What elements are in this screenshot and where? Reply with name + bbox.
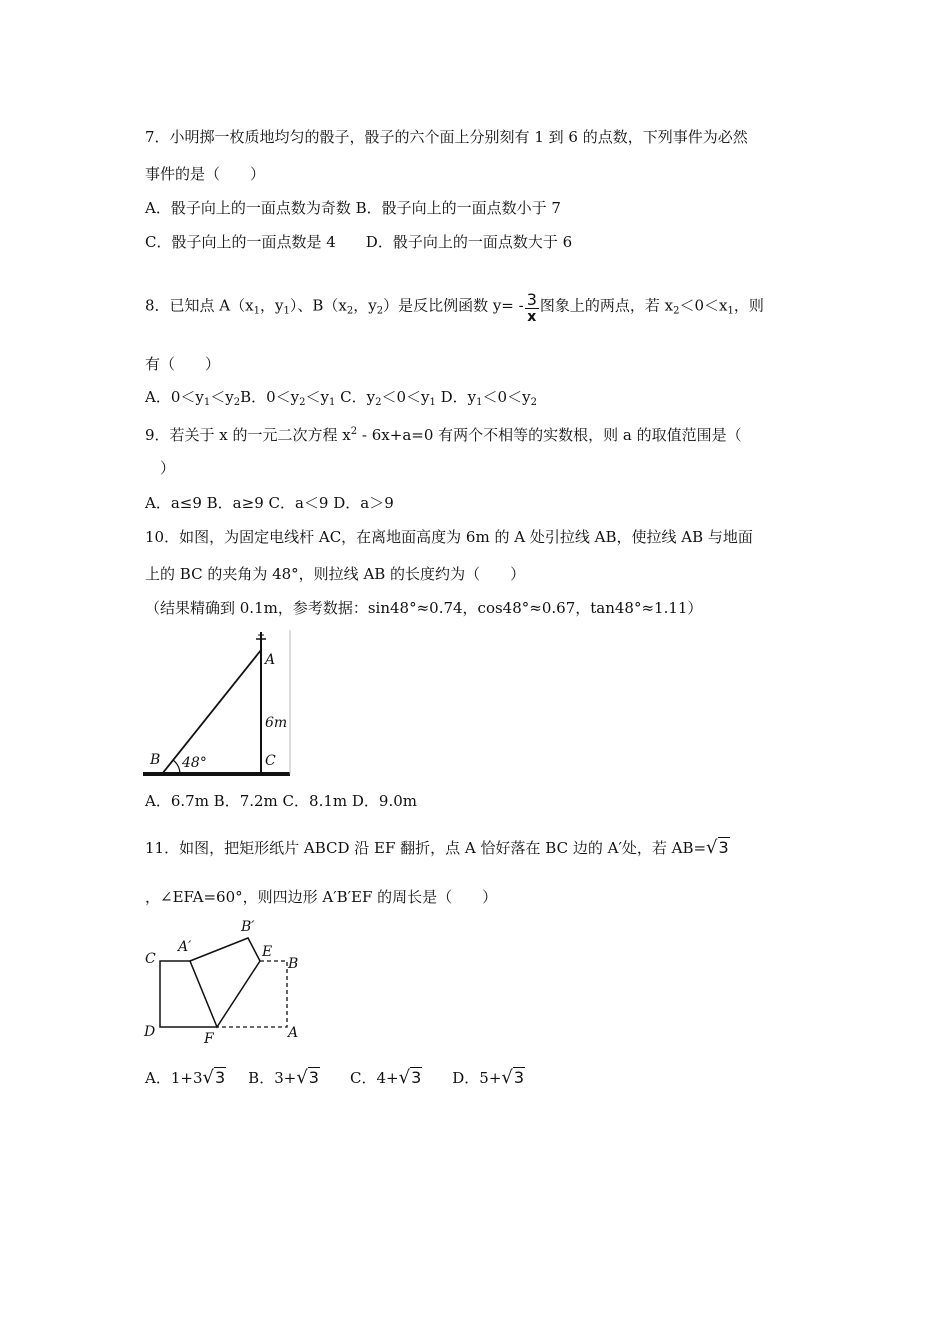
q11-option-b: B．3+√3	[248, 1067, 319, 1088]
label-a: A	[288, 1025, 299, 1041]
q11-option-d: D．5+√3	[452, 1067, 525, 1088]
sqrt-3: √3	[706, 837, 729, 858]
folded-quad	[190, 938, 260, 1027]
angle-arc	[173, 760, 180, 774]
label-d: D	[144, 1024, 156, 1040]
q8-stem-line2: 有（ ）	[145, 355, 221, 373]
q10-stem-line1: 10．如图，为固定电线杆 AC，在离地面高度为 6m 的 A 处引拉线 AB，使拉线 AB 与地面	[145, 528, 753, 546]
label-angle: 48°	[182, 755, 207, 771]
q9-options: A．a≤9 B．a≥9 C．a＜9 D．a＞9	[145, 494, 394, 512]
label-height: 6m	[265, 715, 288, 731]
q10-figure	[140, 628, 300, 780]
q10-note: （结果精确到 0.1m，参考数据：sin48°≈0.74，cos48°≈0.67，tan48°≈1.11）	[145, 599, 703, 617]
label-b1: B′	[241, 919, 255, 935]
q8-stem-line1: 8．已知点 $A(x_1$，$y_1$）、$B(x_2$，$y_2$）是反比例函数 y= - $\frac{3}{x}$ 图象上的两点，若 $x_2<0<x_1$，则	[145, 290, 764, 325]
q7-option-d: D．骰子向上的一面点数大于 6	[365, 233, 573, 251]
q7-options-cd	[145, 232, 572, 252]
q9-stem-line2: ）	[160, 459, 176, 477]
rect-left-part	[160, 961, 217, 1027]
sqrt-3: √3	[501, 1067, 525, 1088]
label-b: B	[288, 956, 299, 972]
q10-stem-line2: 上的 BC 的夹角为 48°，则拉线 AB 的长度约为（ ）	[145, 565, 526, 583]
q11-option-a: A．1+3√3	[145, 1067, 226, 1088]
q11-stem-line1: 11．如图，把矩形纸片 ABCD 沿 EF 翻折，点 A 恰好落在 BC 边的 A′处，若 AB=√3	[145, 837, 729, 858]
q8-fraction: $\frac{3}{x}$	[526, 290, 537, 325]
q7-stem-line2: 事件的是（ ）	[145, 165, 266, 183]
q11-figure	[140, 910, 310, 1050]
sqrt-3: √3	[296, 1067, 319, 1088]
q7-stem-line1: 7．小明掷一枚质地均匀的骰子，骰子的六个面上分别刻有 1 到 6 的点数，下列事件为必然	[145, 128, 748, 146]
q8-options: A．$0<y_1<y_2B$．$0<y_2<y_1$ C．$y_2<0<y_1$ D．$y_1<0<y_2$	[145, 388, 537, 408]
wire-ab	[162, 650, 261, 774]
label-c: C	[145, 951, 156, 967]
label-e: E	[262, 944, 273, 960]
q11-option-c: C．4+√3	[349, 1067, 422, 1088]
sqrt-3: √3	[398, 1067, 422, 1088]
label-b: B	[150, 752, 161, 768]
q10-options: A．6.7m B．7.2m C．8.1m D．9.0m	[145, 792, 417, 810]
q7-option-c: C．骰子向上的一面点数是 4	[145, 233, 336, 251]
label-a1: A′	[178, 939, 192, 955]
label-a: A	[265, 652, 276, 668]
q7-options-ab: A．骰子向上的一面点数为奇数 B．骰子向上的一面点数小于 7	[145, 199, 561, 217]
q9-stem-line1: 9．若关于 x 的一元二次方程 $x^2 - 6x+a=0$ 有两个不相等的实数根，则 a 的取值范围是（	[145, 426, 742, 444]
sqrt-3: √3	[202, 1067, 226, 1088]
q11-stem-line2: ，∠EFA=60°，则四边形 A′B′EF 的周长是（ ）	[145, 888, 498, 906]
q11-options	[145, 1068, 525, 1088]
label-f: F	[204, 1031, 214, 1047]
rect-dashed-part	[217, 961, 287, 1027]
label-c: C	[265, 753, 276, 769]
